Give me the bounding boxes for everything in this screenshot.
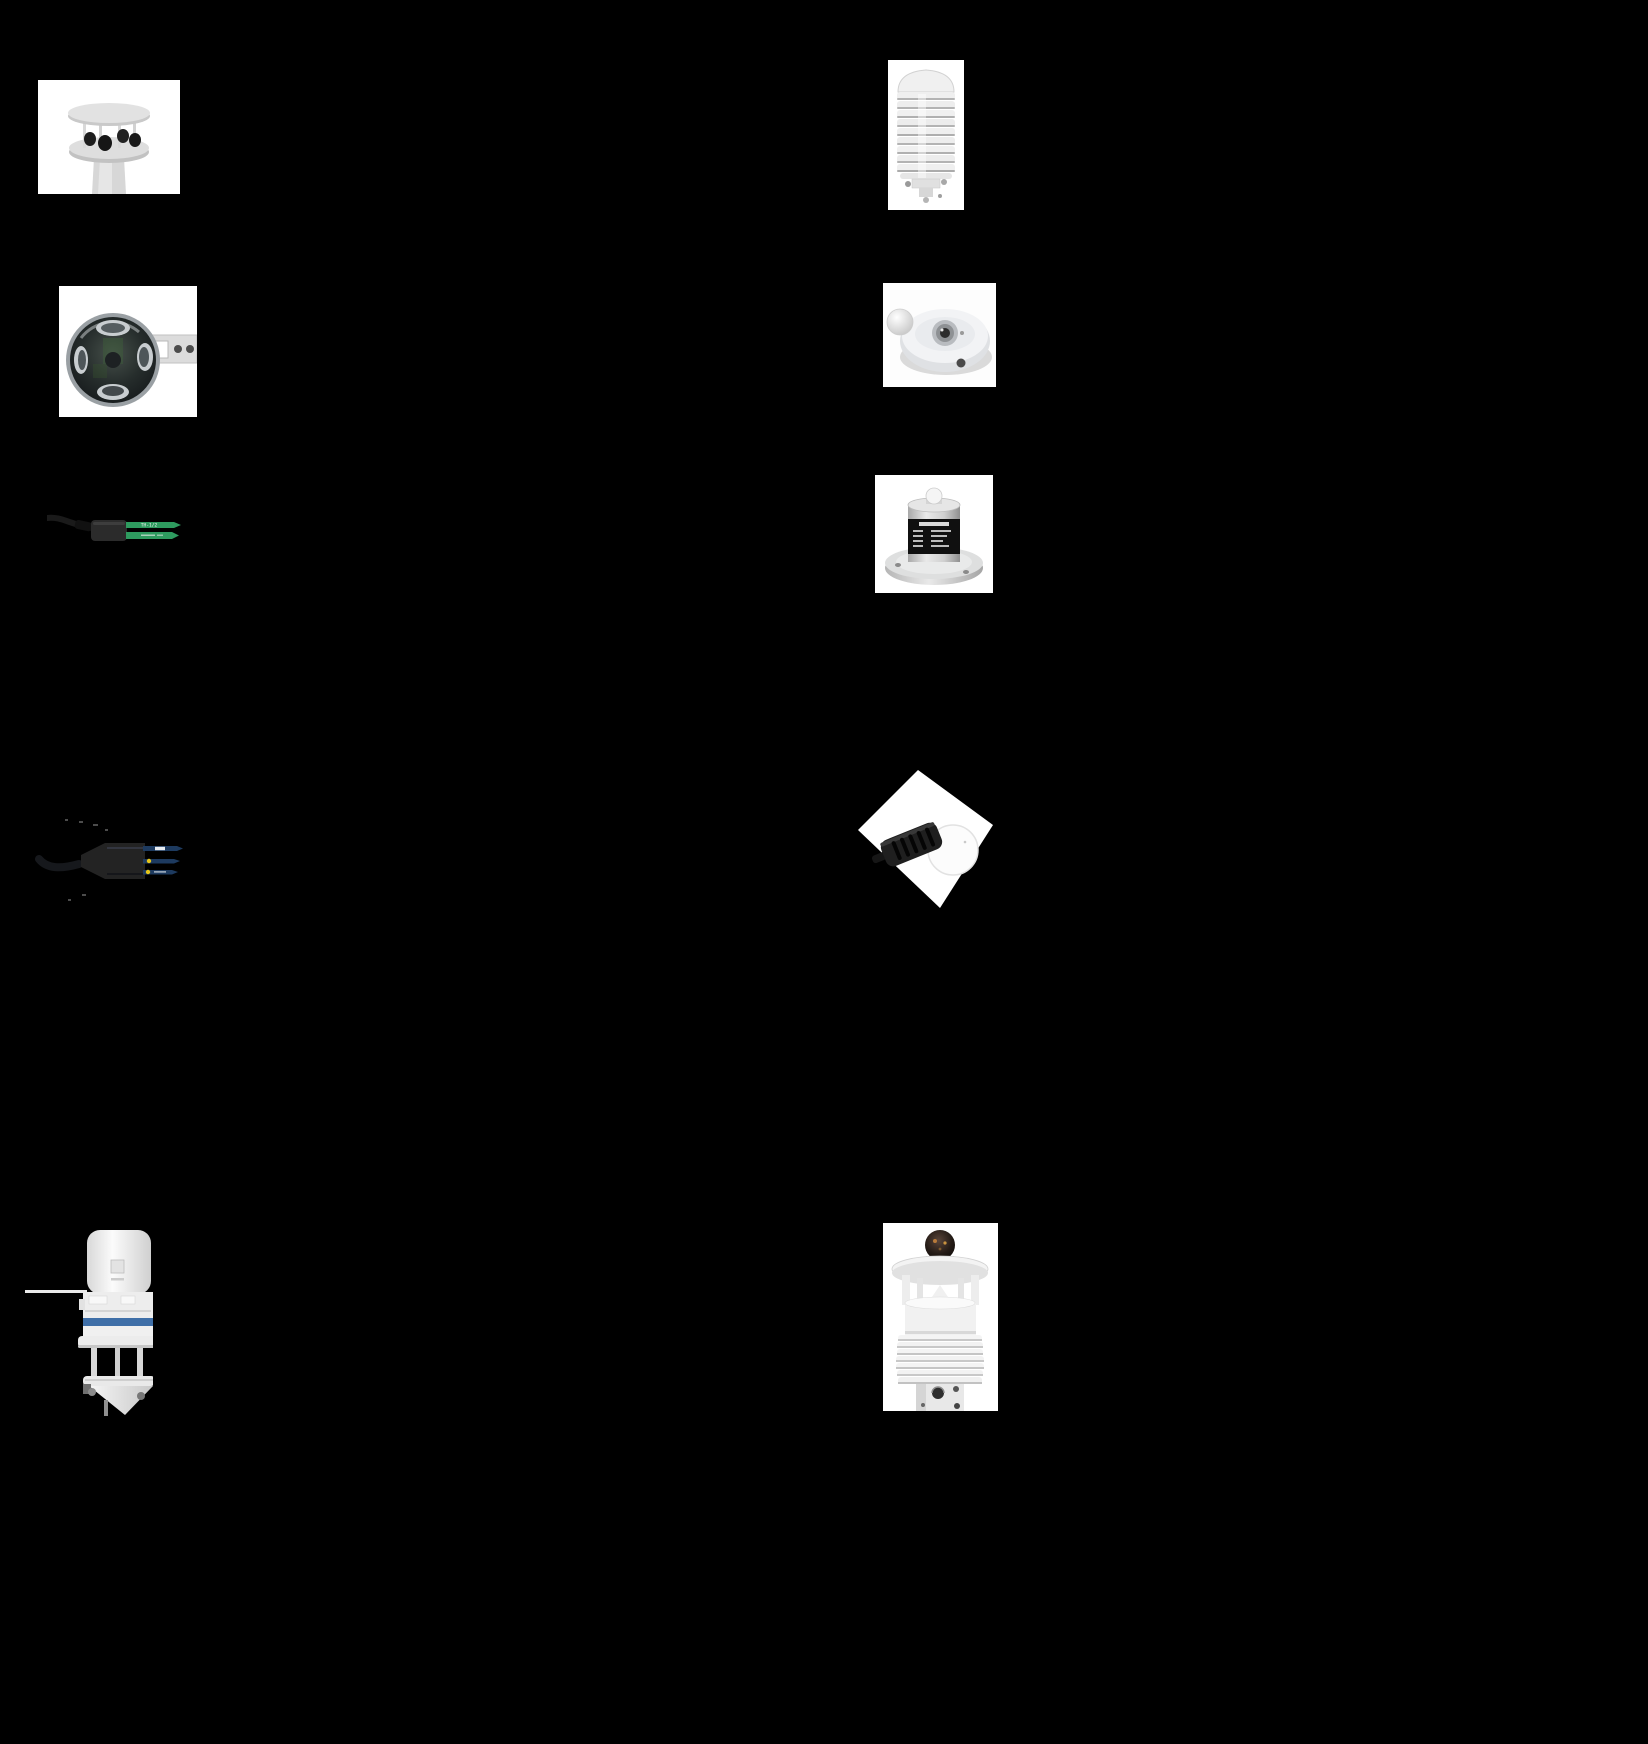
spirit-ball bbox=[887, 309, 913, 335]
sensor-sphere bbox=[66, 313, 160, 407]
support-posts bbox=[91, 1348, 143, 1376]
bottom-cone bbox=[83, 1384, 153, 1416]
product-image-leaf-wetness-sensor bbox=[853, 766, 997, 910]
product-image-soil-moisture-sensor bbox=[35, 815, 185, 905]
side-arm-line bbox=[25, 1290, 87, 1293]
total-radiation-sensor-illustration bbox=[875, 475, 993, 593]
top-disc bbox=[68, 103, 150, 126]
mid-collar bbox=[79, 1292, 153, 1318]
product-image-ultrasonic-wind-sensor bbox=[38, 80, 180, 194]
ultrasonic-wind-sensor-illustration bbox=[38, 80, 180, 194]
upper-housing bbox=[87, 1230, 151, 1294]
probe-body bbox=[91, 520, 127, 541]
flange-ring bbox=[78, 1336, 153, 1348]
leaf-wetness-sensor-illustration bbox=[853, 766, 997, 910]
station-base bbox=[916, 1384, 964, 1411]
disc-pinhole bbox=[964, 841, 967, 844]
optical-rain-gauge-illustration bbox=[59, 286, 197, 417]
product-image-optical-rain-gauge bbox=[59, 286, 197, 417]
pedestal bbox=[92, 158, 126, 194]
spec-label-band bbox=[908, 519, 960, 554]
ultrasonic-anemometer-illustration bbox=[25, 1226, 153, 1416]
cable-sleeve bbox=[74, 519, 92, 531]
solar-radiation-sensor-illustration bbox=[883, 283, 996, 387]
sensor-disc bbox=[900, 309, 990, 372]
product-image-compact-weather-station bbox=[883, 1223, 998, 1411]
compact-weather-station-illustration bbox=[883, 1223, 998, 1411]
product-image-soil-temperature-probe bbox=[47, 513, 182, 546]
product-image-solar-radiation-sensor bbox=[883, 283, 996, 387]
shield-plates bbox=[897, 92, 955, 179]
soil-moisture-sensor-illustration bbox=[35, 815, 185, 905]
radiation-shield-illustration bbox=[888, 60, 964, 210]
body-ridge-shadow bbox=[107, 873, 143, 875]
product-image-total-radiation-sensor bbox=[875, 475, 993, 593]
sensor-cable bbox=[39, 859, 79, 867]
product-image-ultrasonic-anemometer bbox=[25, 1226, 153, 1416]
lower-ring bbox=[83, 1376, 153, 1386]
sensor-prongs bbox=[143, 846, 183, 875]
body-cylinder bbox=[905, 1297, 976, 1335]
probe-model-label: TH-1/2 bbox=[140, 523, 158, 529]
blue-ring bbox=[83, 1318, 153, 1326]
body-ridge bbox=[107, 847, 143, 849]
probe-prongs bbox=[126, 522, 181, 539]
white-ring bbox=[83, 1326, 153, 1336]
soil-temperature-probe-illustration bbox=[47, 513, 182, 546]
product-image-radiation-shield bbox=[888, 60, 964, 210]
